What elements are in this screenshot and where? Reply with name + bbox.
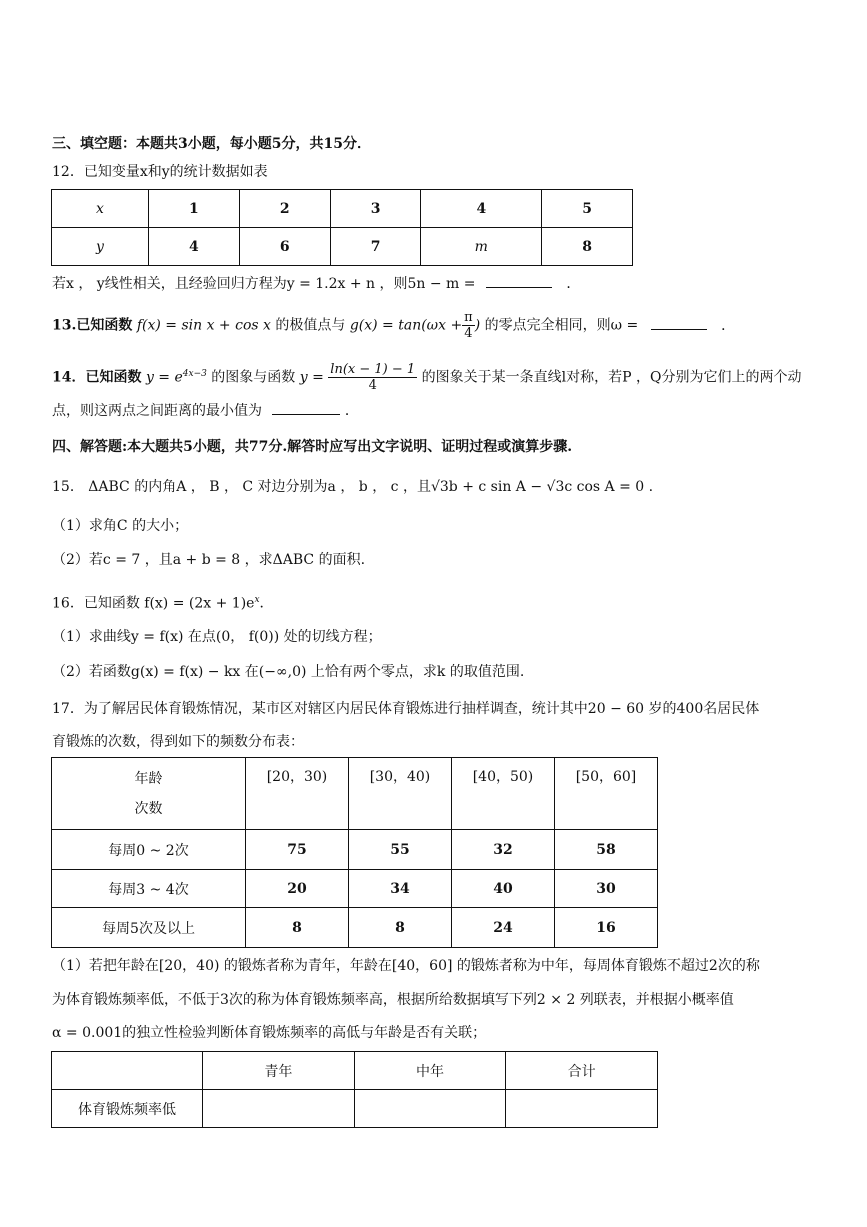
q13-answer-blank[interactable] xyxy=(651,315,707,330)
q13-end: ． xyxy=(721,317,736,334)
q12-question xyxy=(52,273,580,295)
frequency-table xyxy=(51,757,658,948)
fraction-numerator: ln(x − 1) − 1 xyxy=(330,362,416,377)
q17-part-1-line-3: α = 0.001的独立性检验判断体育锻炼频率的高低与年龄是否有关联； xyxy=(52,1025,487,1041)
q12-cell: m xyxy=(421,228,542,266)
q14-line-2 xyxy=(52,400,359,422)
fraction-denominator: 4 xyxy=(368,378,377,393)
q12-cell: 3 xyxy=(330,190,421,228)
q14-exponent: 4x−3 xyxy=(182,368,207,379)
q14-fraction xyxy=(328,362,417,393)
table-cell: 34 xyxy=(349,870,452,908)
q16-stem xyxy=(52,589,274,615)
q12-answer-blank[interactable] xyxy=(486,273,552,288)
q14-answer-blank[interactable] xyxy=(272,400,340,415)
table-cell: 20 xyxy=(246,870,349,908)
q16-part-1: （1）求曲线y = f(x) 在点(0， f(0)) 处的切线方程； xyxy=(52,629,382,645)
contingency-corner xyxy=(52,1052,203,1090)
table-row xyxy=(52,1090,658,1128)
q17-line-1: 17．为了解居民体育锻炼情况，某市区对辖区内居民体育锻炼进行抽样调查，统计其中20 − 60 岁的400名居民体 xyxy=(52,701,760,717)
q13-gx-close: ) xyxy=(474,317,481,334)
table-cell: 40 xyxy=(452,870,555,908)
q14-text: 点，则这两点之间距离的最小值为 xyxy=(52,403,262,419)
contingency-header: 合计 xyxy=(506,1052,658,1090)
q12-text: 若x ， y线性相关，且经验回归方程为y = 1.2x + n ，则5n − m = xyxy=(52,276,476,292)
q15-stem: 15． ΔABC 的内角A ， B ， C 对边分别为a ， b ， c ，且√3b + c sin A − √3c cos A = 0 . xyxy=(52,479,654,495)
q14-end: ． xyxy=(344,403,359,419)
q16-end: ． xyxy=(259,595,274,612)
q12-cell: y xyxy=(52,228,149,266)
q17-part-1-line-2: 为体育锻炼频率低，不低于3次的称为体育锻炼频率高，根据所给数据填写下列2 × 2 列联表，并根据小概率值 xyxy=(52,992,734,1008)
q12-cell: 6 xyxy=(239,228,330,266)
row-label: 每周0 ~ 2次 xyxy=(52,830,246,870)
empty-answer-cell[interactable] xyxy=(354,1090,506,1128)
q12-cell: x xyxy=(52,190,149,228)
table-cell: 16 xyxy=(555,908,658,948)
section-4-heading: 四、解答题:本大题共5小题，共77分.解答时应写出文字说明、证明过程或演算步骤. xyxy=(52,439,573,455)
q16-exponent: x xyxy=(254,595,260,605)
table-cell: 32 xyxy=(452,830,555,870)
q12-cell: 4 xyxy=(421,190,542,228)
q13-text: 的零点完全相同，则ω = xyxy=(484,317,639,334)
age-column-header: [40，50) xyxy=(452,758,555,830)
q12-row-y xyxy=(52,228,633,266)
q12-cell: 2 xyxy=(239,190,330,228)
q15-part-2: （2）若c = 7 ，且a + b = 8 ，求ΔABC 的面积. xyxy=(52,552,366,568)
q14-text: 14．已知函数 xyxy=(52,369,142,386)
section-3-heading: 三、填空题：本题共3小题，每小题5分，共15分． xyxy=(52,136,371,152)
table-cell: 8 xyxy=(246,908,349,948)
table-cell: 75 xyxy=(246,830,349,870)
table-row xyxy=(52,830,658,870)
contingency-header: 中年 xyxy=(354,1052,506,1090)
q12-table xyxy=(51,189,633,266)
contingency-table xyxy=(51,1051,658,1128)
q14-line-1 xyxy=(52,362,801,393)
q16-part-2: （2）若函数g(x) = f(x) − kx 在(−∞,0) 上恰有两个零点，求k 的取值范围. xyxy=(52,664,525,680)
q14-text: 的图象关于某一条直线l对称，若P ，Q分别为它们上的两个动 xyxy=(421,369,802,386)
empty-answer-cell[interactable] xyxy=(203,1090,355,1128)
q12-stem: 12．已知变量x和y的统计数据如表 xyxy=(52,164,268,180)
q12-end: ． xyxy=(566,276,581,292)
fraction-numerator: π xyxy=(464,310,473,325)
table-cell: 8 xyxy=(349,908,452,948)
q15-part-1: （1）求角C 的大小； xyxy=(52,518,189,534)
corner-bottom-label: 次数 xyxy=(134,800,163,817)
corner-cell xyxy=(52,758,246,830)
table-cell: 58 xyxy=(555,830,658,870)
table-row xyxy=(52,870,658,908)
q14-text: 的图象与函数 xyxy=(211,369,296,386)
age-column-header: [30，40) xyxy=(349,758,452,830)
contingency-header-row xyxy=(52,1052,658,1090)
row-label: 每周3 ~ 4次 xyxy=(52,870,246,908)
q12-cell: 1 xyxy=(149,190,240,228)
table-cell: 55 xyxy=(349,830,452,870)
q14-y2: y = xyxy=(299,369,324,386)
q12-row-x xyxy=(52,190,633,228)
table-cell: 30 xyxy=(555,870,658,908)
q14-y1: y = e xyxy=(145,369,183,386)
q12-cell: 5 xyxy=(542,190,633,228)
pi-over-4-fraction xyxy=(462,310,475,341)
q13-fx: f(x) = sin x + cos x xyxy=(136,317,271,334)
table-cell: 24 xyxy=(452,908,555,948)
q12-cell: 7 xyxy=(330,228,421,266)
frequency-header-row xyxy=(52,758,658,830)
q13-text: 13.已知函数 xyxy=(52,317,133,334)
table-row xyxy=(52,908,658,948)
q17-part-1-line-1: （1）若把年龄在[20，40) 的锻炼者称为青年，年龄在[40，60] 的锻炼者称为中年，每周体育锻炼不超过2次的称 xyxy=(52,958,760,974)
contingency-header: 青年 xyxy=(203,1052,355,1090)
q13-question xyxy=(52,310,735,341)
empty-answer-cell[interactable] xyxy=(506,1090,658,1128)
corner-top-label: 年龄 xyxy=(134,770,163,787)
q13-gx: g(x) = tan(ωx + xyxy=(349,317,463,334)
q12-cell: 8 xyxy=(542,228,633,266)
row-label: 体育锻炼频率低 xyxy=(52,1090,203,1128)
q12-cell: 4 xyxy=(149,228,240,266)
fraction-denominator: 4 xyxy=(464,326,473,341)
row-label: 每周5次及以上 xyxy=(52,908,246,948)
q13-text: 的极值点与 xyxy=(275,317,346,334)
q16-text: 16．已知函数 f(x) = (2x + 1)e xyxy=(52,595,255,612)
age-column-header: [20，30) xyxy=(246,758,349,830)
q17-line-2: 育锻炼的次数，得到如下的频数分布表： xyxy=(52,734,304,750)
age-column-header: [50，60] xyxy=(555,758,658,830)
